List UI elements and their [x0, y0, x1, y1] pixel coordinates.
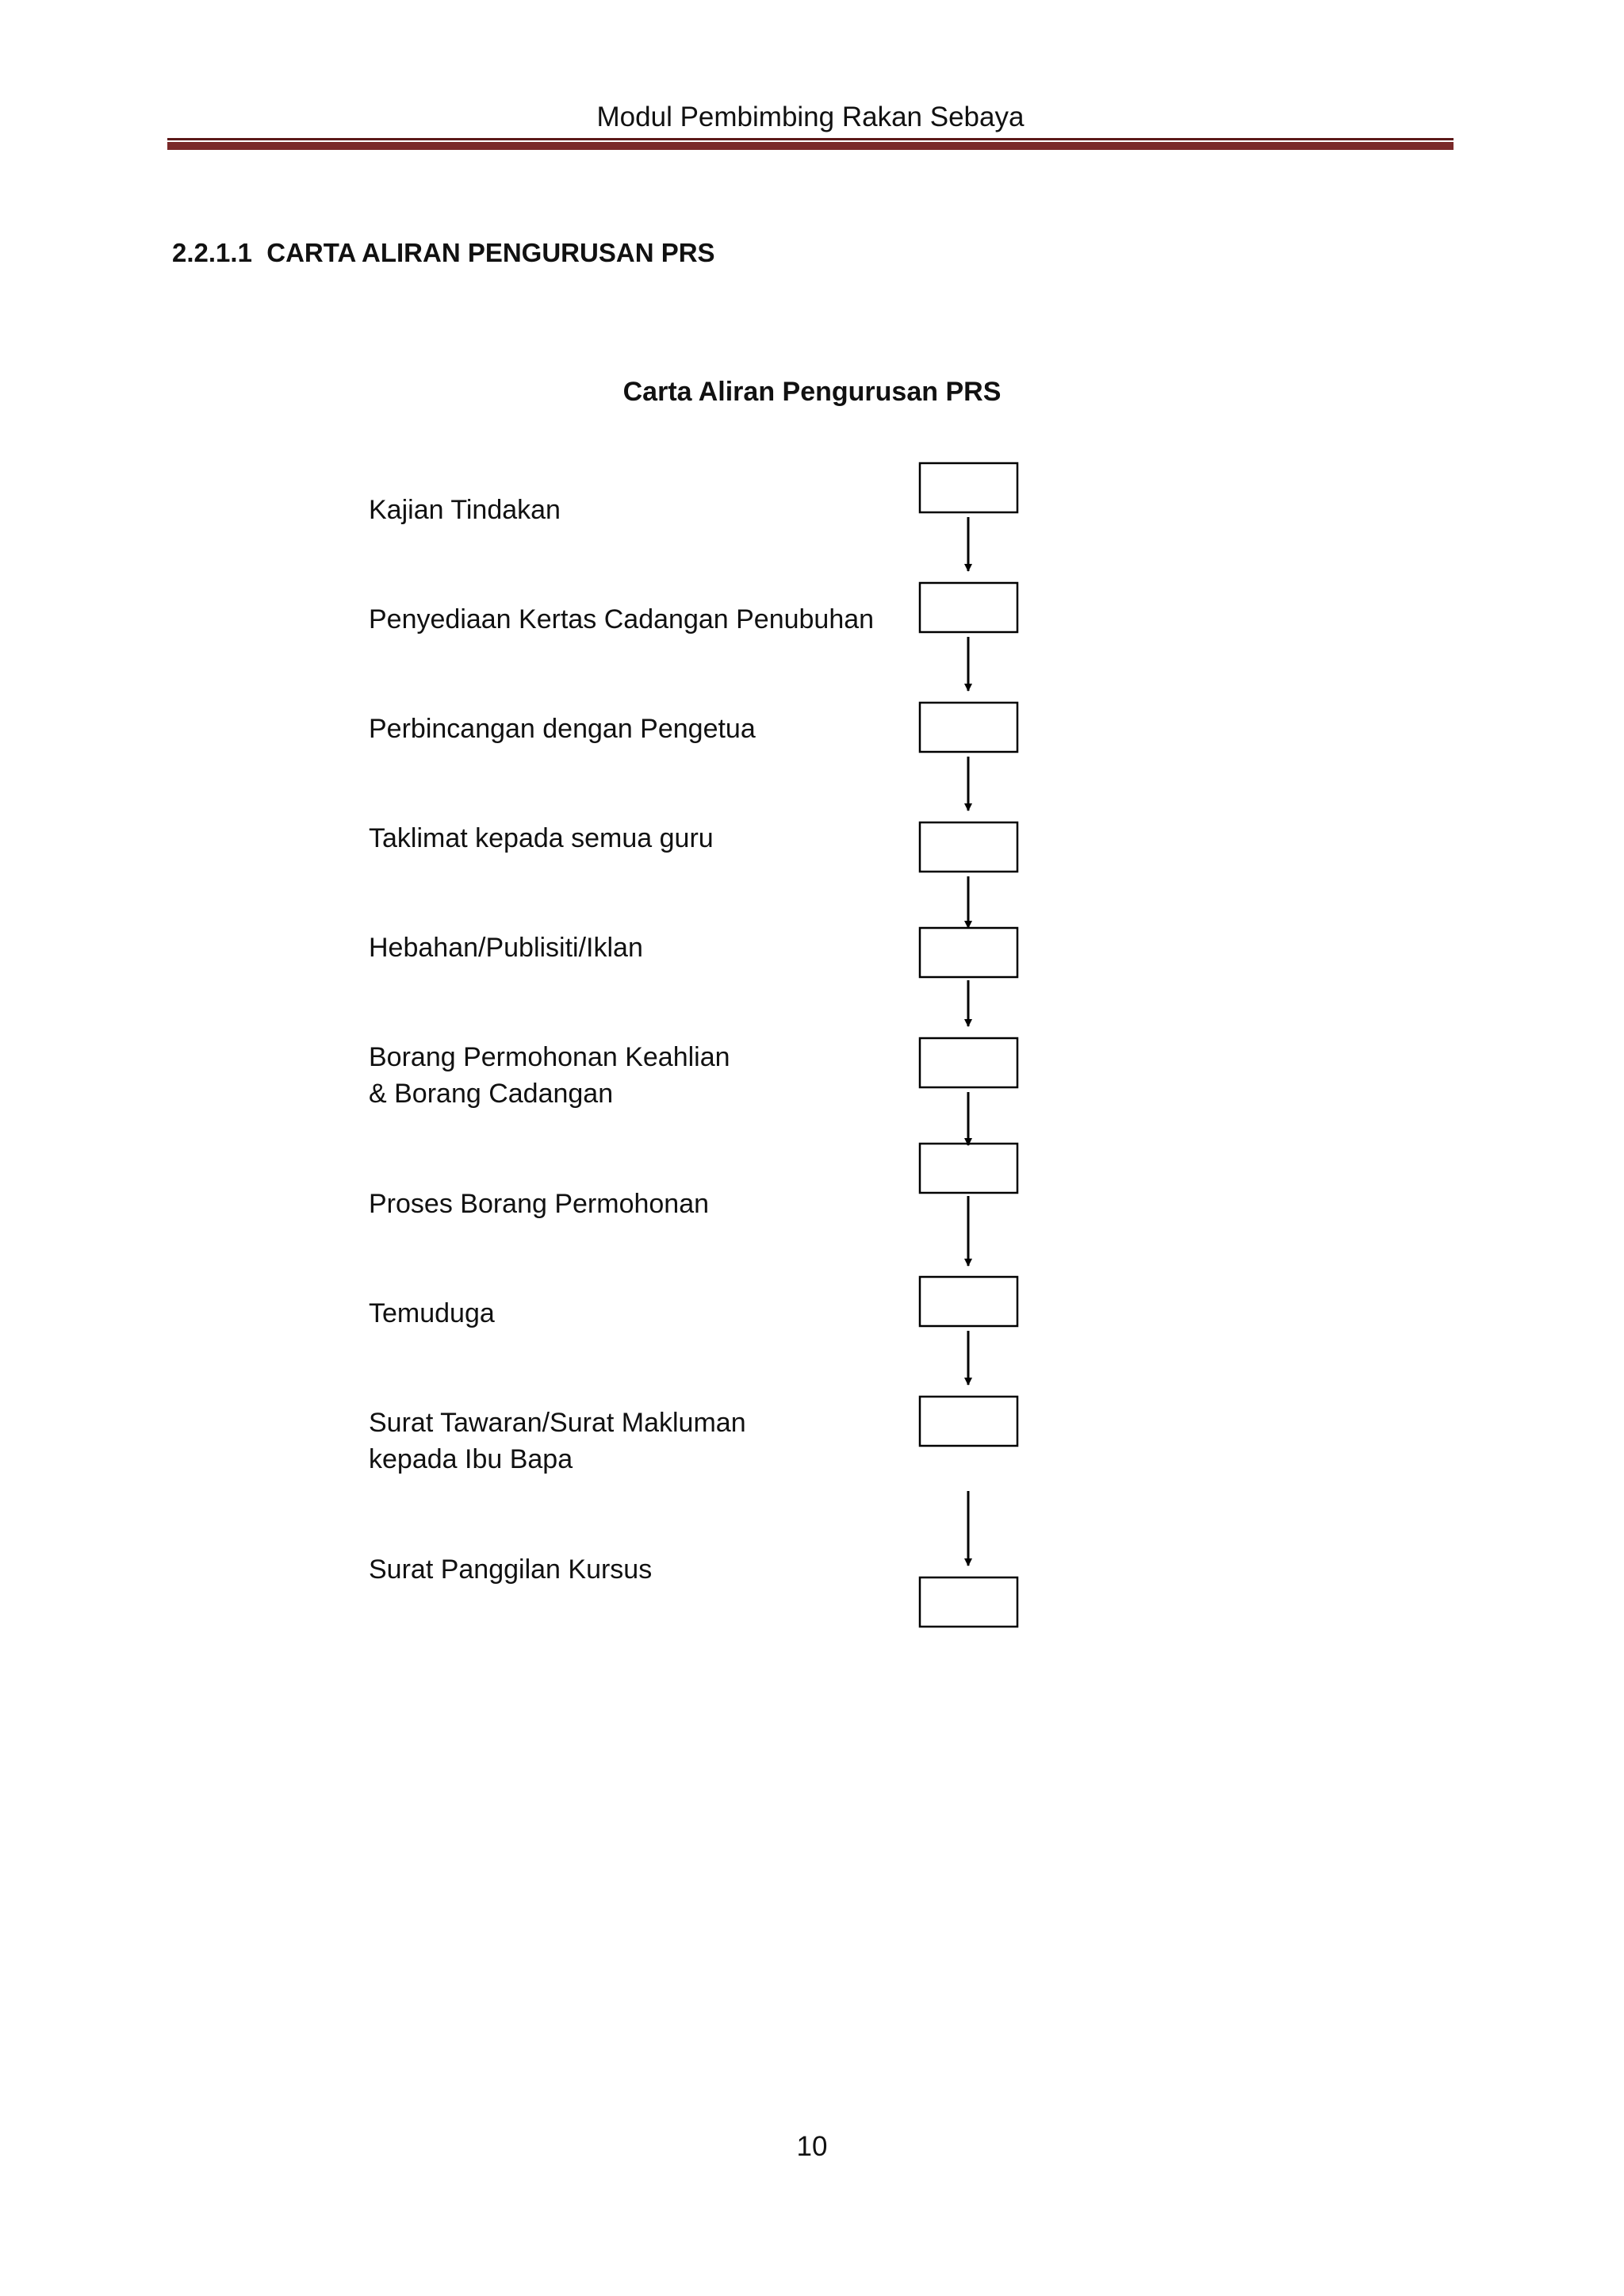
page-number: 10 — [796, 2131, 828, 2162]
flowchart-step-label-line: Surat Panggilan Kursus — [369, 1554, 653, 1585]
flowchart-step-box — [920, 1397, 1017, 1446]
flowchart-step-label-line: Kajian Tindakan — [369, 495, 561, 525]
flowchart-step-box — [920, 463, 1017, 512]
flowchart-step-label-line: Temuduga — [369, 1298, 495, 1328]
flowchart-step-label-line: & Borang Cadangan — [369, 1079, 614, 1109]
flowchart-step-label-line: Proses Borang Permohonan — [369, 1189, 710, 1219]
flowchart-step-label-line: Penyediaan Kertas Cadangan Penubuhan — [369, 604, 875, 634]
flowchart-step-box — [920, 703, 1017, 752]
flowchart-step-label-line: Perbincangan dengan Pengetua — [369, 714, 756, 744]
flowchart-step-label-line: Borang Permohonan Keahlian — [369, 1042, 730, 1072]
flowchart-step-box — [920, 1144, 1017, 1193]
flowchart-step-box — [920, 822, 1017, 872]
flowchart-step-box — [920, 583, 1017, 632]
running-header: Modul Pembimbing Rakan Sebaya — [596, 102, 1025, 132]
section-heading: 2.2.1.1 CARTA ALIRAN PENGURUSAN PRS — [172, 238, 715, 267]
flowchart-step-box — [920, 928, 1017, 977]
flowchart-step-box — [920, 1038, 1017, 1087]
flowchart-step-box — [920, 1277, 1017, 1326]
flowchart-step-label-line: Surat Tawaran/Surat Makluman — [369, 1408, 746, 1438]
flowchart-step-label-line: kepada Ibu Bapa — [369, 1444, 573, 1474]
flowchart-step-box — [920, 1577, 1017, 1627]
flowchart-step-label-line: Hebahan/Publisiti/Iklan — [369, 933, 643, 963]
flowchart-step-label-line: Taklimat kepada semua guru — [369, 823, 714, 853]
flowchart-title: Carta Aliran Pengurusan PRS — [622, 377, 1002, 407]
